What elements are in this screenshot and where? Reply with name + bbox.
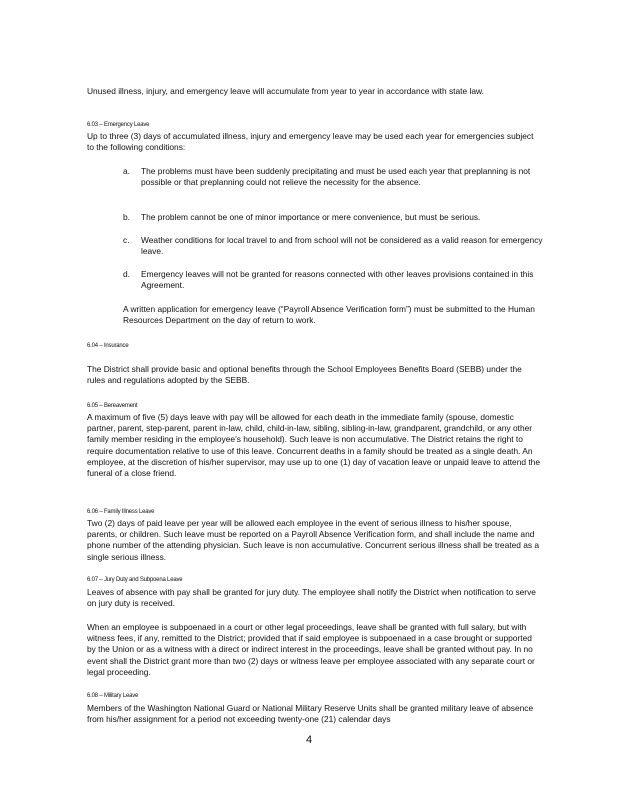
military-leave-paragraph: Members of the Washington National Guard or National Military Reserve Units shall be granted military leave of absence from his/her assignment for a period not exceeding twenty-one (21) calendar days: [87, 703, 534, 725]
insurance-paragraph: The District shall provide basic and optional benefits through the School Employees Benefits Board (SEBB) under the rules and regulations adopted by the SEBB.: [87, 364, 522, 386]
section-heading-jury-duty: 6.07 – Jury Duty and Subpoena Leave: [87, 577, 183, 583]
section-heading-emergency-leave: 6.03 – Emergency Leave: [87, 122, 150, 128]
list-item-number: d.: [123, 269, 130, 279]
list-item: [123, 235, 548, 257]
family-illness-leave-paragraph: Two (2) days of paid leave per year will be allowed each employee in the event of serious illness to his/her spouse, parents, or children. Such leave must be reported on a Payroll Absence Verification form, and shall include the name and phone number of the attending physician. Such leave is non accumulative. Concurrent serious illness shall be treated as a single serious illness.: [87, 518, 540, 562]
subpoena-paragraph: When an employee is subpoenaed in a court or other legal proceedings, leave shall be granted with full salary, but with witness fees, if any, remitted to the District; provided that if said employee is subpoenaed in a case brought or supported by the Union or as a witness with a direct or indirect interest in the proceedings, leave shall be granted without pay. In no event shall the District grant more than two (2) days or witness leave per employee associated with any separate court or legal proceeding.: [87, 622, 535, 677]
emergency-leave-paragraph: Up to three (3) days of accumulated illness, injury and emergency leave may be used each year for emergencies subject to the following conditions:: [87, 131, 534, 153]
list-item-number: a.: [123, 166, 130, 176]
section-heading-insurance: 6.04 – Insurance: [87, 343, 129, 349]
list-item: [123, 166, 548, 188]
list-item: [123, 212, 548, 223]
list-item-text: The problem cannot be one of minor importance or mere convenience, but must be serious.: [141, 212, 481, 222]
list-item-text: Emergency leaves will not be granted for reasons connected with other leaves provisions contained in this Agreement.: [141, 269, 534, 291]
section-heading-bereavement: 6.05 – Bereavement: [87, 403, 138, 409]
list-item-number: b.: [123, 212, 130, 222]
section-heading-military-leave: 6.08 – Military Leave: [87, 693, 139, 699]
list-item-text: The problems must have been suddenly precipitating and must be used each year that preplanning is not possible or that preplanning could not relieve the necessity for the absence.: [141, 166, 531, 188]
bereavement-paragraph: A maximum of five (5) days leave with pay will be allowed for each death in the immediate family (spouse, domestic partner, parent, step-parent, parent in-law, child, child-in-law, sibling, sibling-in-law, grandparent, grandchild, or any other family member residing in the employee’s household). Such leave is non accumulative. The District retains the right to require documentation relative to use of this leave. Concurrent deaths in a family should be treated as a single death. An employee, at the discretion of his/her supervisor, may use up to one (1) day of vacation leave or unpaid leave to attend the funeral of a close friend.: [87, 412, 540, 479]
jury-duty-paragraph: Leaves of absence with pay shall be granted for jury duty. The employee shall notify the District when notification to serve on jury duty is received.: [87, 587, 536, 609]
list-item-number: c.: [123, 235, 130, 245]
emergency-leave-application-note: [123, 304, 548, 326]
section-heading-family-illness-leave: 6.06 – Family Illness Leave: [87, 509, 155, 515]
note-text: A written application for emergency leave (“Payroll Absence Verification form”) must be submitted to the Human Resources Department on the day of return to work.: [123, 304, 535, 326]
list-item: [123, 269, 548, 291]
page-number: 4: [305, 734, 313, 746]
list-item-text: Weather conditions for local travel to and from school will not be considered as a valid reason for emergency leave.: [141, 235, 543, 257]
intro-paragraph: Unused illness, injury, and emergency leave will accumulate from year to year in accordance with state law.: [87, 86, 484, 96]
